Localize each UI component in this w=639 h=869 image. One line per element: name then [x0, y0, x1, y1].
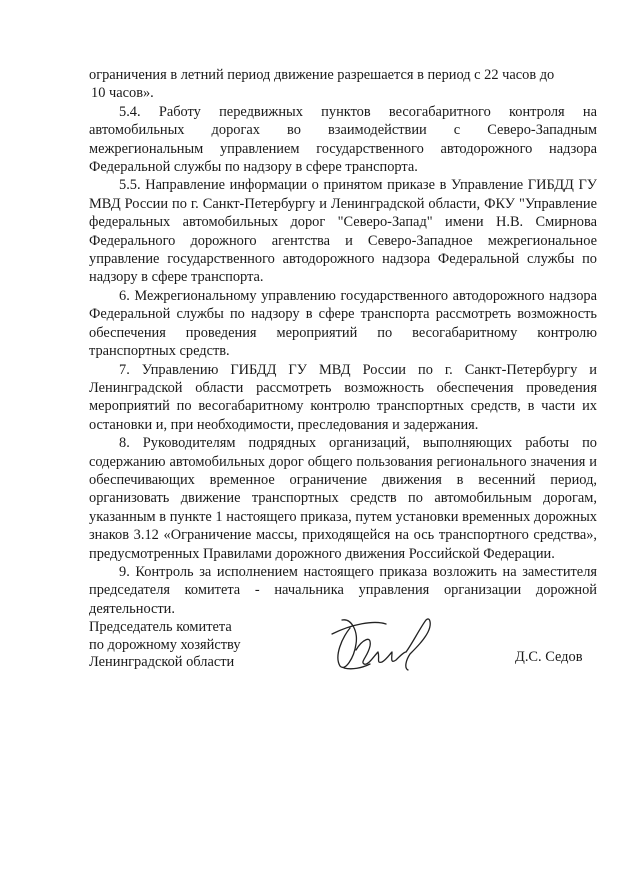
paragraph-continuation-line: 10 часов».: [91, 85, 154, 102]
paragraph-7: 7. Управлению ГИБДД ГУ МВД России по г. Санкт-Петербургу и Ленинградской области рассмотреть возможность обеспечения проведения мероприятий по весогабаритному контролю транспортных средств, в части их остановки и, при необходимости, преследования и задержания.: [89, 361, 597, 433]
paragraph-9: 9. Контроль за исполнением настоящего приказа возложить на заместителя председателя комитета - начальника управления организации дорожной деятельности.: [89, 563, 597, 617]
paragraph-6: 6. Межрегиональному управлению государственного автодорожного надзора Федеральной службы по надзору в сфере транспорта рассмотреть возможность обеспечения проведения мероприятий по весогабаритному контролю транспортных средств.: [89, 287, 597, 360]
signer-name: Д.С. Седов: [515, 649, 583, 665]
position-line: Ленинградской области: [89, 654, 235, 670]
paragraph-8: 8. Руководителям подрядных организаций, выполняющих работы по содержанию автомобильных дорог общего пользования регионального значения и обеспечивающих временное ограничение движения в весенний период, организовать движение транспортных средств по автомобильным дорогам, указанным в пункте 1 настоящего приказа, путем установки временных дорожных знаков 3.12 «Ограничение массы, приходящейся на ось транспортного средства», предусмотренных Правилами дорожного движения Российской Федерации.: [89, 435, 597, 562]
document-body: [89, 66, 597, 618]
paragraph-continuation: [89, 66, 597, 103]
handwritten-signature: [312, 598, 442, 688]
signatory-position: [89, 619, 241, 672]
paragraph-5-5: 5.5. Направление информации о принятом приказе в Управление ГИБДД ГУ МВД России по г. Санкт-Петербургу и Ленинградской области, ФКУ "Управление федеральных автомобильных дорог "Северо-Запад" имени Н.В. Смирнова Федерального дорожного агентства и Северо-Западное межрегиональное управление государственного автодорожного надзора Федеральной службы по надзору в сфере транспорта.: [89, 177, 597, 286]
paragraph-text: ограничения в летний период движение разрешается в период с 22 часов до: [89, 67, 555, 83]
paragraph-5-4: 5.4. Работу передвижных пунктов весогабаритного контроля на автомобильных дорогах во взаимодействии с Северо-Западным межрегиональным управлением государственного автодорожного надзора Федеральной службы по надзору в сфере транспорта.: [89, 103, 597, 176]
position-line: по дорожному хозяйству: [89, 636, 241, 653]
position-line: Председатель комитета: [89, 619, 232, 635]
